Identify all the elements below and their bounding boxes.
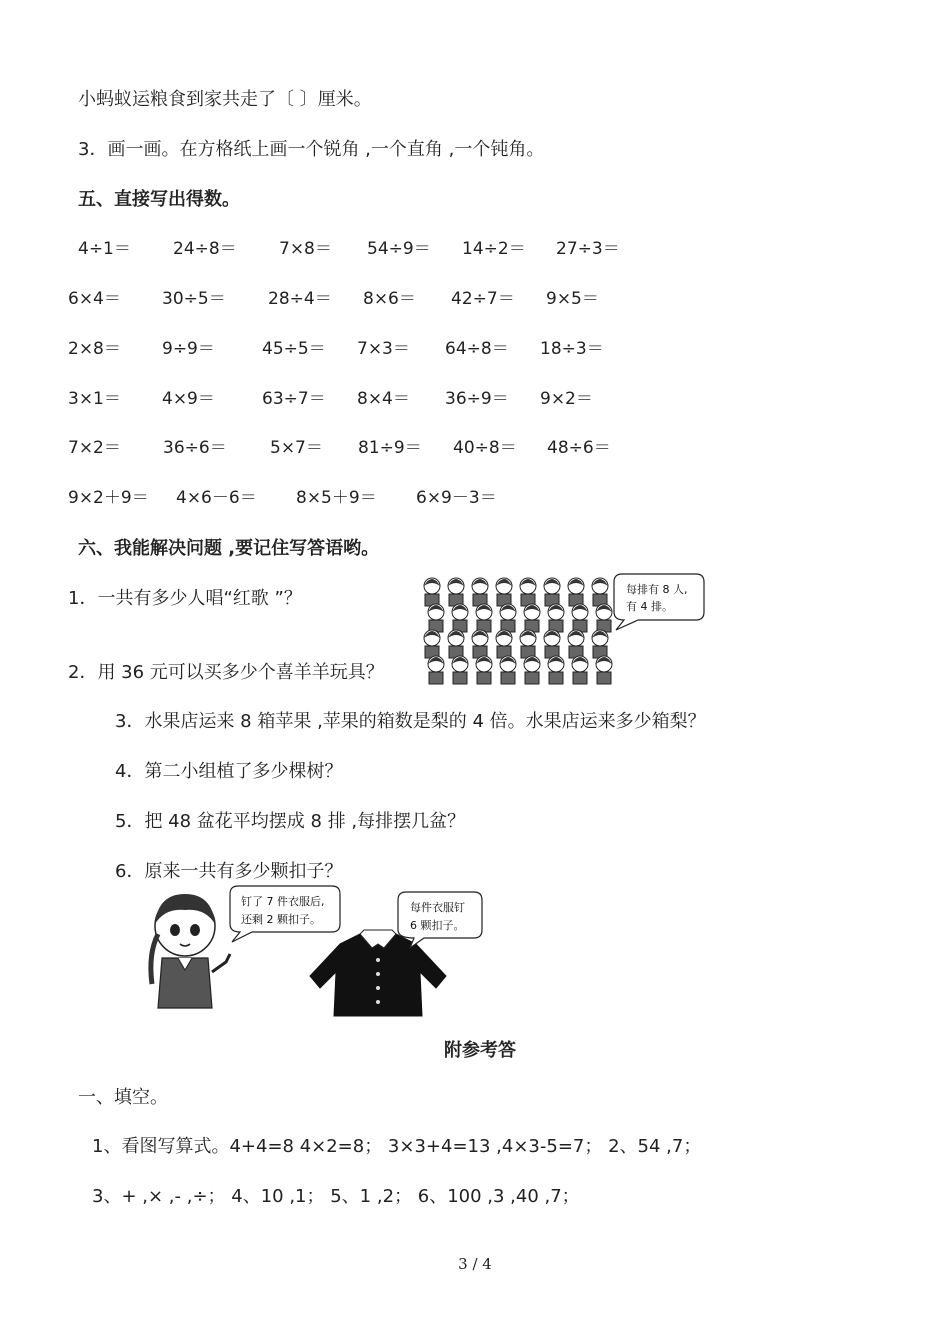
calc-item: 4×6－6＝ [176, 488, 257, 508]
problem-3: 3．水果店运来 8 箱苹果 ,苹果的箱数是梨的 4 倍。水果店运来多少箱梨？ [115, 711, 706, 732]
child-figure [524, 604, 540, 632]
child-figure [472, 630, 488, 658]
question-3-draw: 3．画一画。在方格纸上画一个锐角 ,一个直角 ,一个钝角。 [78, 139, 545, 160]
child-figure [544, 578, 560, 606]
child-figure [476, 604, 492, 632]
calc-row [0, 436, 950, 460]
problem-4: 4．第二小组植了多少棵树？ [115, 761, 343, 782]
child-figure [592, 630, 608, 658]
child-figure [424, 578, 440, 606]
calc-row [0, 337, 950, 361]
child-figure [500, 656, 516, 684]
child-figure [452, 656, 468, 684]
top-line: 小蚂蚁运粮食到家共走了〔 〕厘米。 [78, 89, 372, 110]
child-figure [524, 656, 540, 684]
child-figure [548, 656, 564, 684]
problem-2: 2．用 36 元可以买多少个喜羊羊玩具？ [68, 662, 384, 683]
bubble-coat-line-2: 6 颗扣子。 [410, 919, 465, 932]
child-figure [452, 604, 468, 632]
coat-figure [310, 930, 446, 1016]
calc-item: 5×7＝ [270, 438, 323, 458]
calc-item: 8×6＝ [363, 289, 416, 309]
calc-item: 30÷5＝ [162, 289, 226, 309]
girl-coat-illustration [140, 884, 490, 1024]
calc-item: 7×3＝ [357, 339, 410, 359]
calc-item: 6×9－3＝ [416, 488, 497, 508]
calc-item: 8×4＝ [357, 389, 410, 409]
calc-item: 24÷8＝ [173, 239, 237, 259]
bubble-girl-line-2: 还剩 2 颗扣子。 [241, 913, 321, 926]
bubble-rows-line-2: 有 4 排。 [626, 600, 673, 613]
calc-item: 36÷9＝ [445, 389, 509, 409]
child-figure [428, 604, 444, 632]
child-figure [544, 630, 560, 658]
calc-item: 18÷3＝ [540, 339, 604, 359]
calc-item: 9÷9＝ [162, 339, 215, 359]
child-figure [496, 630, 512, 658]
child-figure [428, 656, 444, 684]
answer-line-1: 1、看图写算式。4+4=8 4×2=8； 3×3+4=13 ,4×3-5=7； 2、54 ,7； [92, 1136, 702, 1157]
speech-bubble-rows [614, 574, 704, 630]
calc-item: 9×2＝ [540, 389, 593, 409]
child-figure [476, 656, 492, 684]
calc-item: 3×1＝ [68, 389, 121, 409]
child-figure [472, 578, 488, 606]
calc-item: 40÷8＝ [453, 438, 517, 458]
calc-item: 4÷1＝ [78, 239, 131, 259]
section-5-title: 五、直接写出得数。 [78, 189, 240, 210]
calc-row [0, 237, 950, 261]
speech-bubble-coat [398, 892, 482, 948]
section-6-title: 六、我能解决问题 ,要记住写答语哟。 [78, 538, 380, 559]
child-figure [596, 604, 612, 632]
calc-item: 28÷4＝ [268, 289, 332, 309]
child-figure [496, 578, 512, 606]
child-figure [572, 604, 588, 632]
problem-5: 5．把 48 盆花平均摆成 8 排 ,每排摆几盆？ [115, 811, 466, 832]
calc-item: 48÷6＝ [547, 438, 611, 458]
calc-item: 9×5＝ [546, 289, 599, 309]
answer-line-2: 3、+ ,× ,- ,÷； 4、10 ,1； 5、1 ,2； 6、100 ,3 ,40 ,7； [92, 1186, 580, 1207]
calc-item: 36÷6＝ [163, 438, 227, 458]
child-figure [592, 578, 608, 606]
problem-6: 6．原来一共有多少颗扣子？ [115, 861, 343, 882]
child-figure [424, 630, 440, 658]
calc-item: 4×9＝ [162, 389, 215, 409]
calc-item: 6×4＝ [68, 289, 121, 309]
child-figure [500, 604, 516, 632]
answer-section-1: 一、填空。 [78, 1087, 168, 1108]
child-figure [568, 578, 584, 606]
problem-1: 1．一共有多少人唱“红歌 ”？ [68, 588, 302, 609]
child-figure [596, 656, 612, 684]
calc-row [0, 287, 950, 311]
calc-row [0, 387, 950, 411]
calc-item: 27÷3＝ [556, 239, 620, 259]
bubble-girl-line-1: 钉了 7 件衣服后, [241, 895, 325, 908]
calc-item: 2×8＝ [68, 339, 121, 359]
calc-row [0, 486, 950, 510]
calc-item: 81÷9＝ [358, 438, 422, 458]
bubble-rows-line-1: 每排有 8 人, [626, 583, 688, 596]
calc-item: 45÷5＝ [262, 339, 326, 359]
bubble-coat-line-1: 每件衣服钉 [410, 901, 465, 914]
crowd-illustration [410, 572, 710, 694]
child-figure [572, 656, 588, 684]
calc-item: 8×5＋9＝ [296, 488, 377, 508]
child-figure [568, 630, 584, 658]
calc-item: 7×2＝ [68, 438, 121, 458]
calc-item: 63÷7＝ [262, 389, 326, 409]
child-figure [520, 578, 536, 606]
speech-bubble-girl [230, 886, 340, 942]
calc-item: 64÷8＝ [445, 339, 509, 359]
child-figure [548, 604, 564, 632]
calc-item: 42÷7＝ [451, 289, 515, 309]
child-figure [448, 630, 464, 658]
calc-item: 54÷9＝ [367, 239, 431, 259]
calc-item: 7×8＝ [279, 239, 332, 259]
answer-title: 附参考答 [444, 1040, 516, 1061]
child-figure [448, 578, 464, 606]
calc-item: 9×2＋9＝ [68, 488, 149, 508]
page-number: 3 / 4 [458, 1255, 492, 1273]
calc-item: 14÷2＝ [462, 239, 526, 259]
child-figure [520, 630, 536, 658]
girl-figure [151, 894, 230, 1008]
